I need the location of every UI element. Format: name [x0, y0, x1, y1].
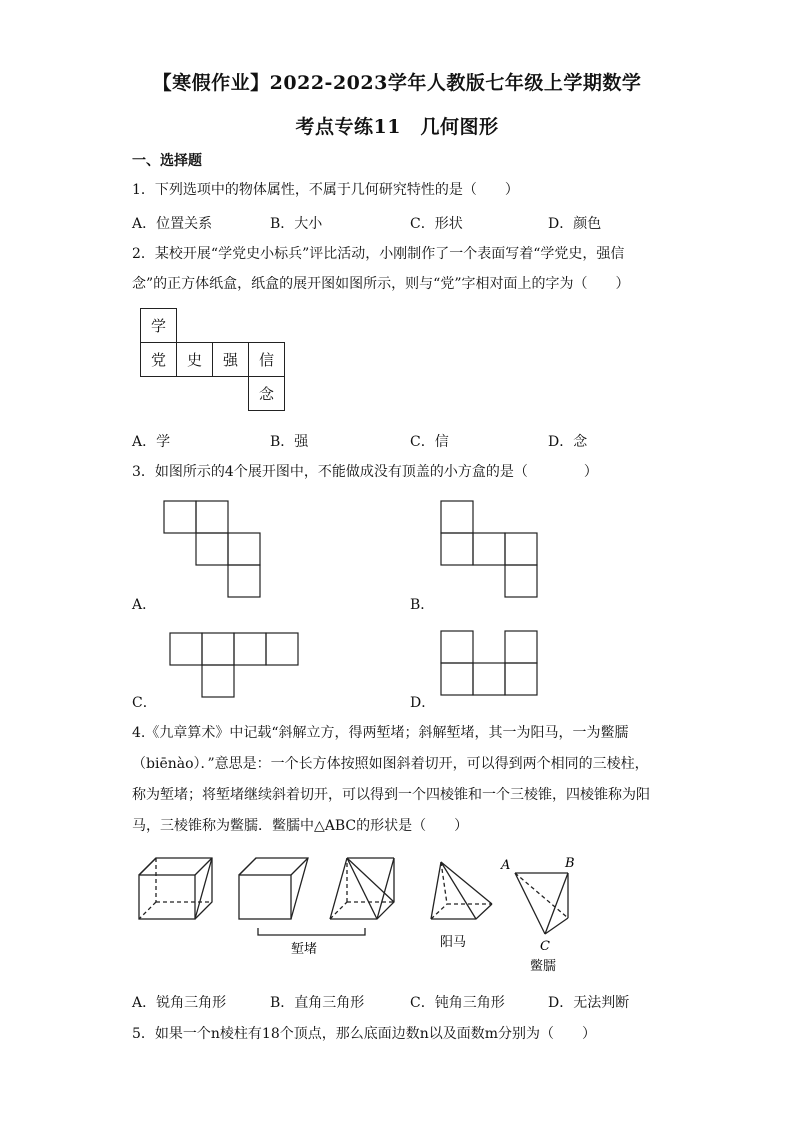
- q2-option-a: A．学: [132, 434, 171, 450]
- cuboid-figure: [139, 858, 212, 919]
- q3-label-c: C．: [132, 695, 157, 711]
- q4-option-b: B．直角三角形: [270, 995, 365, 1011]
- q3-label-d: D．: [410, 695, 436, 711]
- q4-option-c: C．钝角三角形: [410, 995, 505, 1011]
- question-4-stem-line1: 4.《九章算术》中记载“斜解立方，得两堑堵；斜解堑堵，其一为阳马，一为鳖臑: [132, 725, 629, 741]
- q1-option-a: A．位置关系: [132, 216, 213, 232]
- qiandu-prism-2: [330, 858, 394, 919]
- q3-label-a: A．: [132, 597, 157, 613]
- net-cell-row-1: 党: [141, 343, 177, 377]
- net-cell-row-2: 史: [177, 343, 213, 377]
- question-5-stem: 5．如果一个n棱柱有18个顶点，那么底面边数n以及面数m分别为（ ）: [132, 1026, 597, 1042]
- q2-option-b: B．强: [270, 434, 309, 450]
- question-1-stem: 1．下列选项中的物体属性，不属于几何研究特性的是（ ）: [132, 182, 519, 198]
- q1-option-b: B．大小: [270, 216, 323, 232]
- bienao-tetrahedron: [515, 873, 568, 934]
- question-4-stem-line2: （biēnào）．”意思是：一个长方体按照如图斜着切开，可以得到两个相同的三棱柱，: [132, 756, 649, 772]
- q4-option-d: D．无法判断: [548, 995, 630, 1011]
- question-4-stem-line3: 称为堑堵；将堑堵继续斜着切开，可以得到一个四棱锥和一个三棱锥，四棱锥称为阳: [132, 787, 650, 803]
- q4-option-a: A．锐角三角形: [132, 995, 227, 1011]
- question-2-stem-line2: 念”的正方体纸盒，纸盒的展开图如图所示，则与“党”字相对面上的字为（ ）: [132, 276, 630, 292]
- vertex-b-label: B: [565, 856, 575, 871]
- net-cell-top: 学: [141, 309, 177, 343]
- q1-option-c: C．形状: [410, 216, 463, 232]
- document-title-line2: 考点专练11 几何图形: [295, 116, 499, 138]
- label-bienao: 鳖臑: [530, 959, 557, 974]
- label-yangma: 阳马: [440, 935, 467, 950]
- question-3-stem: 3．如图所示的4个展开图中，不能做成没有顶盖的小方盒的是（ ）: [132, 464, 598, 480]
- net-cell-bottom: 念: [249, 377, 285, 411]
- qiandu-bracket: [258, 928, 365, 935]
- vertex-a-label: A: [501, 858, 511, 873]
- label-qiandu: 堑堵: [291, 942, 318, 957]
- q1-option-d: D．颜色: [548, 216, 602, 232]
- q3-label-b: B．: [410, 597, 435, 613]
- vertex-c-label: C: [540, 939, 550, 954]
- net-cell-row-4: 信: [249, 343, 285, 377]
- q2-option-c: C．信: [410, 434, 449, 450]
- net-cell-row-3: 强: [213, 343, 249, 377]
- question-2-stem-line1: 2．某校开展“学党史小标兵”评比活动，小刚制作了一个表面写着“学党史，强信: [132, 246, 625, 262]
- section-heading: 一、选择题: [132, 153, 202, 169]
- document-title-line1: 【寒假作业】2022-2023学年人教版七年级上学期数学: [152, 72, 642, 94]
- question-4-stem-line4: 马，三棱锥称为鳖臑．鳖臑中△ABC的形状是（ ）: [132, 818, 469, 834]
- q2-option-d: D．念: [548, 434, 588, 450]
- qiandu-prism-1: [239, 858, 308, 919]
- yangma-pyramid: [431, 862, 492, 919]
